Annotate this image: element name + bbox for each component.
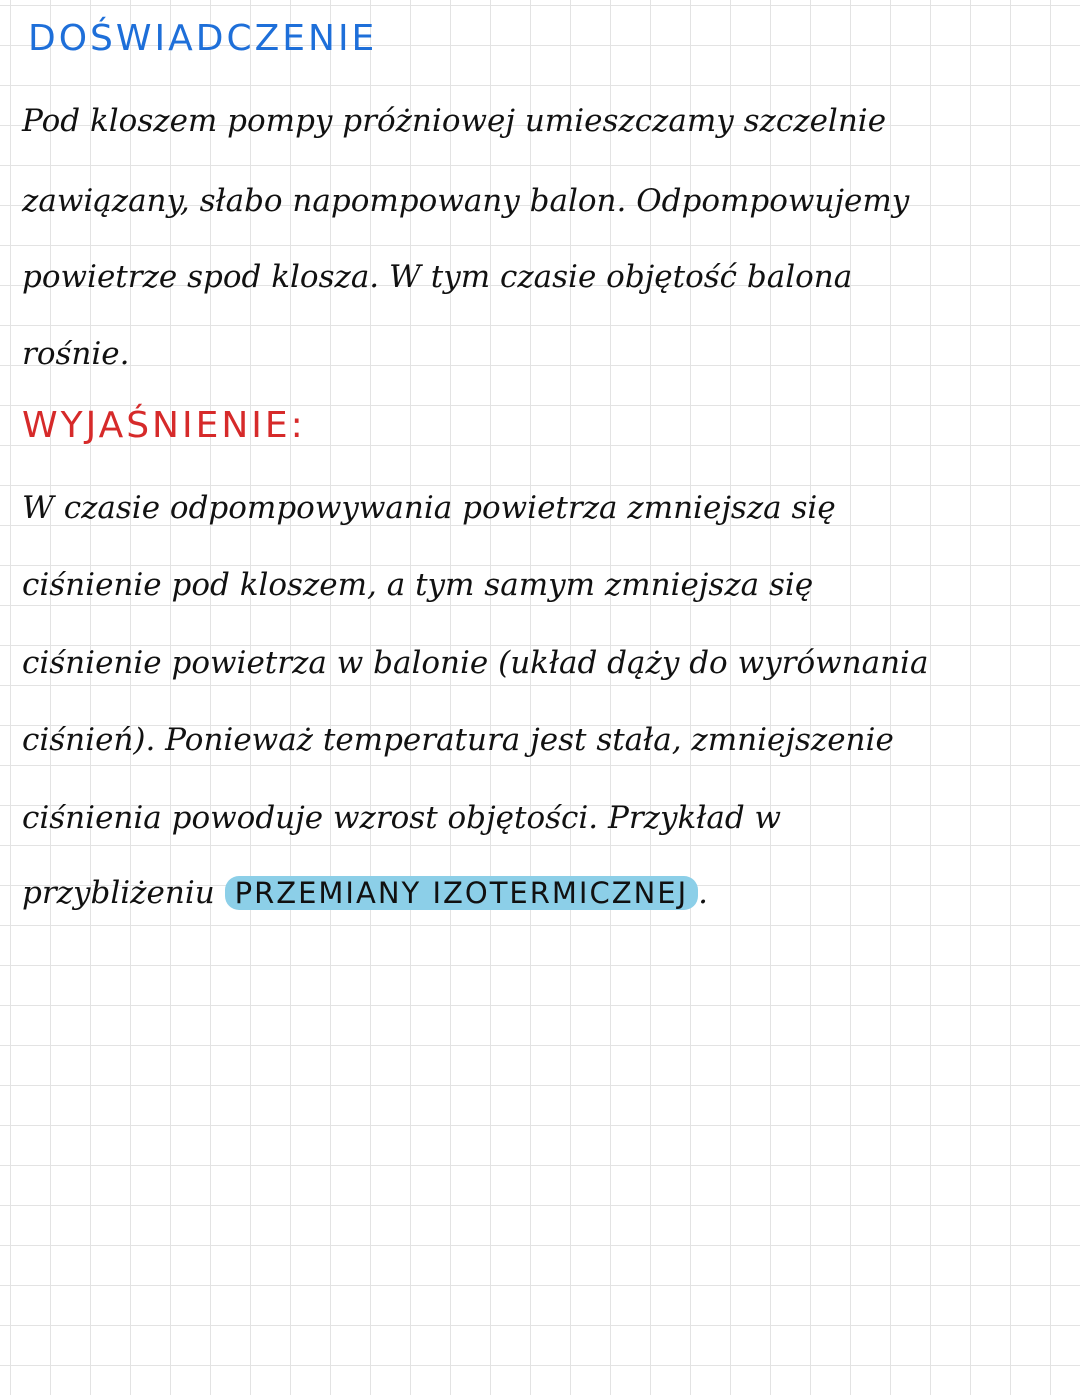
- experiment-line-2: zawiązany, słabo napompowany balon. Odpompowujemy: [22, 183, 910, 219]
- explanation-heading: WYJAŚNIENIE:: [22, 405, 306, 446]
- explanation-line-2: ciśnienie pod kloszem, a tym samym zmniejsza się: [22, 567, 814, 603]
- experiment-line-1: Pod kloszem pompy próżniowej umieszczamy szczelnie: [22, 103, 887, 139]
- explanation-line-4: ciśnień). Ponieważ temperatura jest stała, zmniejszenie: [22, 722, 894, 758]
- explanation-line-5: ciśnienia powoduje wzrost objętości. Przykład w: [22, 800, 782, 836]
- explanation-line-1: W czasie odpompowywania powietrza zmniejsza się: [22, 490, 836, 526]
- experiment-line-3: powietrze spod klosza. W tym czasie objętość balona: [22, 259, 853, 295]
- last-line-prefix: przybliżeniu: [22, 875, 215, 911]
- isothermal-process-highlight: PRZEMIANY IZOTERMICZNEJ: [225, 876, 699, 910]
- explanation-line-6: [22, 875, 708, 911]
- experiment-heading: DOŚWIADCZENIE: [28, 18, 378, 59]
- last-line-suffix: .: [698, 875, 708, 911]
- explanation-line-3: ciśnienie powietrza w balonie (układ dąży do wyrównania: [22, 645, 929, 681]
- experiment-line-4: rośnie.: [22, 336, 130, 372]
